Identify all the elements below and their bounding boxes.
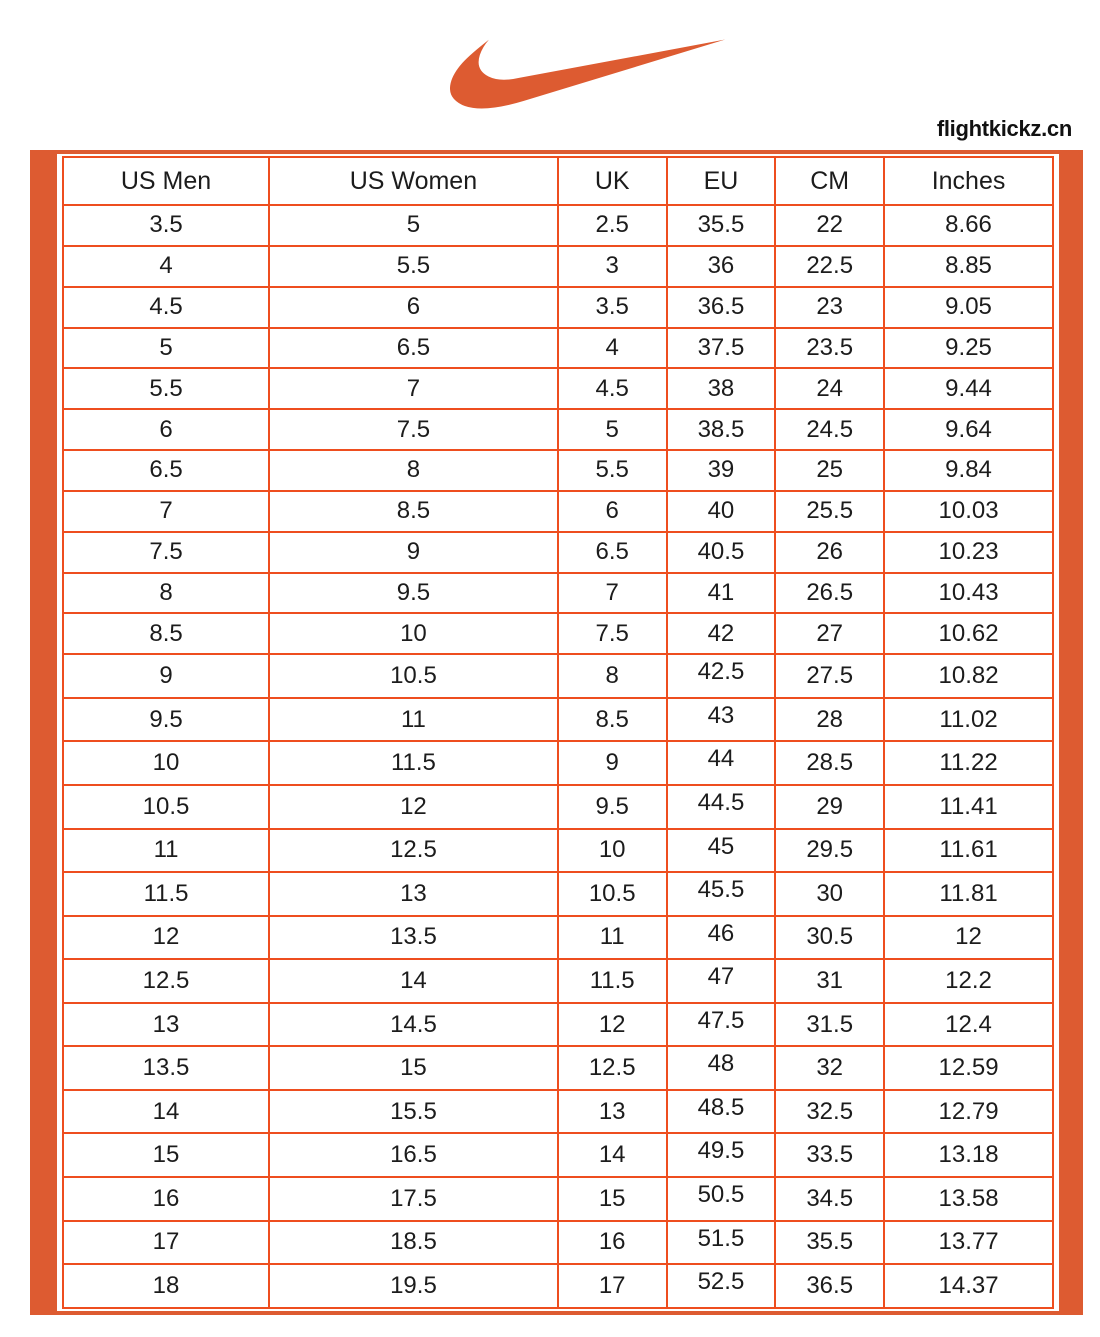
cell-inches: 11.61 <box>884 829 1053 873</box>
cell-cm: 32 <box>775 1046 884 1090</box>
table-row <box>63 1046 1053 1090</box>
cell-us-women: 19.5 <box>269 1264 558 1308</box>
cell-eu: 47 <box>667 959 776 1003</box>
left-accent-strip <box>34 154 57 1311</box>
table-row <box>63 785 1053 829</box>
size-table-body <box>63 205 1053 1308</box>
cell-us-women: 10 <box>269 613 558 654</box>
table-row <box>63 872 1053 916</box>
cell-eu: 50.5 <box>667 1177 776 1221</box>
cell-eu: 40 <box>667 491 776 532</box>
cell-eu: 37.5 <box>667 328 776 369</box>
column-header-uk: UK <box>558 157 667 205</box>
cell-us-men: 3.5 <box>63 205 269 246</box>
cell-us-men: 18 <box>63 1264 269 1308</box>
table-row <box>63 532 1053 573</box>
cell-us-men: 12 <box>63 916 269 960</box>
cell-uk: 11.5 <box>558 959 667 1003</box>
cell-cm: 22.5 <box>775 246 884 287</box>
cell-us-women: 10.5 <box>269 654 558 698</box>
cell-eu: 39 <box>667 450 776 491</box>
cell-inches: 8.85 <box>884 246 1053 287</box>
cell-uk: 4 <box>558 328 667 369</box>
cell-eu: 43 <box>667 698 776 742</box>
cell-eu: 51.5 <box>667 1221 776 1265</box>
cell-inches: 10.82 <box>884 654 1053 698</box>
table-row <box>63 1133 1053 1177</box>
cell-cm: 29 <box>775 785 884 829</box>
cell-eu: 45 <box>667 829 776 873</box>
cell-cm: 26.5 <box>775 573 884 614</box>
cell-uk: 7 <box>558 573 667 614</box>
cell-inches: 14.37 <box>884 1264 1053 1308</box>
cell-cm: 25 <box>775 450 884 491</box>
cell-us-women: 15 <box>269 1046 558 1090</box>
cell-us-men: 8 <box>63 573 269 614</box>
table-row <box>63 654 1053 698</box>
table-row <box>63 287 1053 328</box>
table-row <box>63 328 1053 369</box>
cell-inches: 10.62 <box>884 613 1053 654</box>
cell-us-women: 7.5 <box>269 409 558 450</box>
nike-swoosh-icon <box>450 28 727 120</box>
cell-cm: 27 <box>775 613 884 654</box>
cell-cm: 30.5 <box>775 916 884 960</box>
cell-cm: 33.5 <box>775 1133 884 1177</box>
table-row <box>63 1264 1053 1308</box>
cell-us-women: 11.5 <box>269 741 558 785</box>
cell-uk: 10.5 <box>558 872 667 916</box>
cell-us-men: 15 <box>63 1133 269 1177</box>
cell-cm: 31 <box>775 959 884 1003</box>
cell-inches: 10.43 <box>884 573 1053 614</box>
cell-uk: 16 <box>558 1221 667 1265</box>
cell-cm: 26 <box>775 532 884 573</box>
cell-cm: 24.5 <box>775 409 884 450</box>
table-row <box>63 1221 1053 1265</box>
nike-logo <box>450 28 727 120</box>
table-row <box>63 741 1053 785</box>
cell-inches: 10.03 <box>884 491 1053 532</box>
cell-us-women: 9.5 <box>269 573 558 614</box>
cell-uk: 14 <box>558 1133 667 1177</box>
cell-uk: 9.5 <box>558 785 667 829</box>
cell-us-men: 10 <box>63 741 269 785</box>
cell-us-women: 17.5 <box>269 1177 558 1221</box>
size-table-frame <box>30 150 1083 1315</box>
cell-inches: 13.18 <box>884 1133 1053 1177</box>
size-table-header <box>63 157 1053 205</box>
cell-inches: 13.77 <box>884 1221 1053 1265</box>
cell-us-men: 11.5 <box>63 872 269 916</box>
cell-uk: 17 <box>558 1264 667 1308</box>
cell-cm: 30 <box>775 872 884 916</box>
cell-cm: 27.5 <box>775 654 884 698</box>
cell-inches: 12.59 <box>884 1046 1053 1090</box>
cell-us-women: 6.5 <box>269 328 558 369</box>
header-row <box>63 157 1053 205</box>
cell-cm: 35.5 <box>775 1221 884 1265</box>
cell-eu: 48 <box>667 1046 776 1090</box>
cell-inches: 8.66 <box>884 205 1053 246</box>
cell-us-men: 17 <box>63 1221 269 1265</box>
cell-us-women: 5 <box>269 205 558 246</box>
cell-inches: 11.22 <box>884 741 1053 785</box>
cell-uk: 8 <box>558 654 667 698</box>
cell-eu: 42.5 <box>667 654 776 698</box>
cell-uk: 9 <box>558 741 667 785</box>
cell-cm: 29.5 <box>775 829 884 873</box>
cell-us-women: 7 <box>269 368 558 409</box>
cell-uk: 7.5 <box>558 613 667 654</box>
cell-inches: 11.81 <box>884 872 1053 916</box>
cell-eu: 48.5 <box>667 1090 776 1134</box>
cell-us-men: 4 <box>63 246 269 287</box>
table-row <box>63 959 1053 1003</box>
cell-inches: 9.64 <box>884 409 1053 450</box>
cell-us-women: 13 <box>269 872 558 916</box>
cell-uk: 8.5 <box>558 698 667 742</box>
cell-uk: 2.5 <box>558 205 667 246</box>
cell-us-men: 16 <box>63 1177 269 1221</box>
cell-uk: 4.5 <box>558 368 667 409</box>
cell-inches: 11.02 <box>884 698 1053 742</box>
cell-us-women: 18.5 <box>269 1221 558 1265</box>
cell-cm: 23 <box>775 287 884 328</box>
table-row <box>63 368 1053 409</box>
cell-cm: 25.5 <box>775 491 884 532</box>
table-row <box>63 573 1053 614</box>
column-header-cm: CM <box>775 157 884 205</box>
cell-us-men: 14 <box>63 1090 269 1134</box>
table-row <box>63 1177 1053 1221</box>
table-row <box>63 1090 1053 1134</box>
cell-us-men: 6 <box>63 409 269 450</box>
cell-eu: 38 <box>667 368 776 409</box>
cell-inches: 12.4 <box>884 1003 1053 1047</box>
cell-us-men: 4.5 <box>63 287 269 328</box>
cell-uk: 6.5 <box>558 532 667 573</box>
table-row <box>63 829 1053 873</box>
table-row <box>63 916 1053 960</box>
cell-eu: 46 <box>667 916 776 960</box>
cell-eu: 36.5 <box>667 287 776 328</box>
cell-uk: 3 <box>558 246 667 287</box>
cell-inches: 9.25 <box>884 328 1053 369</box>
cell-us-women: 13.5 <box>269 916 558 960</box>
cell-us-women: 8 <box>269 450 558 491</box>
watermark-text: flightkickz.cn <box>936 116 1072 141</box>
cell-eu: 52.5 <box>667 1264 776 1308</box>
cell-uk: 5.5 <box>558 450 667 491</box>
table-row <box>63 409 1053 450</box>
cell-uk: 3.5 <box>558 287 667 328</box>
cell-cm: 32.5 <box>775 1090 884 1134</box>
table-row <box>63 491 1053 532</box>
cell-inches: 11.41 <box>884 785 1053 829</box>
cell-cm: 28 <box>775 698 884 742</box>
cell-inches: 12.79 <box>884 1090 1053 1134</box>
cell-us-men: 5 <box>63 328 269 369</box>
cell-uk: 6 <box>558 491 667 532</box>
table-row <box>63 450 1053 491</box>
cell-cm: 23.5 <box>775 328 884 369</box>
cell-us-women: 5.5 <box>269 246 558 287</box>
cell-eu: 47.5 <box>667 1003 776 1047</box>
cell-eu: 44 <box>667 741 776 785</box>
cell-uk: 13 <box>558 1090 667 1134</box>
cell-eu: 41 <box>667 573 776 614</box>
cell-cm: 36.5 <box>775 1264 884 1308</box>
cell-us-men: 11 <box>63 829 269 873</box>
cell-inches: 9.84 <box>884 450 1053 491</box>
cell-us-men: 5.5 <box>63 368 269 409</box>
cell-us-women: 16.5 <box>269 1133 558 1177</box>
cell-inches: 10.23 <box>884 532 1053 573</box>
cell-us-men: 8.5 <box>63 613 269 654</box>
cell-eu: 36 <box>667 246 776 287</box>
cell-us-men: 9.5 <box>63 698 269 742</box>
cell-cm: 28.5 <box>775 741 884 785</box>
cell-us-women: 8.5 <box>269 491 558 532</box>
cell-eu: 38.5 <box>667 409 776 450</box>
column-header-inches: Inches <box>884 157 1053 205</box>
cell-cm: 24 <box>775 368 884 409</box>
cell-us-men: 13.5 <box>63 1046 269 1090</box>
cell-cm: 22 <box>775 205 884 246</box>
cell-us-men: 13 <box>63 1003 269 1047</box>
cell-us-men: 6.5 <box>63 450 269 491</box>
cell-us-men: 7.5 <box>63 532 269 573</box>
table-row <box>63 246 1053 287</box>
cell-us-women: 9 <box>269 532 558 573</box>
cell-uk: 15 <box>558 1177 667 1221</box>
cell-eu: 40.5 <box>667 532 776 573</box>
cell-us-men: 12.5 <box>63 959 269 1003</box>
cell-uk: 10 <box>558 829 667 873</box>
cell-inches: 12 <box>884 916 1053 960</box>
cell-us-men: 7 <box>63 491 269 532</box>
size-conversion-table <box>62 156 1054 1309</box>
cell-eu: 35.5 <box>667 205 776 246</box>
cell-eu: 44.5 <box>667 785 776 829</box>
cell-us-women: 14.5 <box>269 1003 558 1047</box>
cell-eu: 49.5 <box>667 1133 776 1177</box>
column-header-eu: EU <box>667 157 776 205</box>
cell-uk: 12 <box>558 1003 667 1047</box>
cell-uk: 12.5 <box>558 1046 667 1090</box>
cell-us-men: 9 <box>63 654 269 698</box>
cell-cm: 31.5 <box>775 1003 884 1047</box>
cell-inches: 9.05 <box>884 287 1053 328</box>
table-row <box>63 1003 1053 1047</box>
cell-us-women: 14 <box>269 959 558 1003</box>
table-row <box>63 205 1053 246</box>
cell-eu: 42 <box>667 613 776 654</box>
cell-cm: 34.5 <box>775 1177 884 1221</box>
column-header-us-women: US Women <box>269 157 558 205</box>
cell-us-men: 10.5 <box>63 785 269 829</box>
right-accent-strip <box>1059 154 1079 1311</box>
cell-inches: 12.2 <box>884 959 1053 1003</box>
cell-eu: 45.5 <box>667 872 776 916</box>
column-header-us-men: US Men <box>63 157 269 205</box>
cell-uk: 11 <box>558 916 667 960</box>
cell-inches: 13.58 <box>884 1177 1053 1221</box>
cell-us-women: 11 <box>269 698 558 742</box>
table-row <box>63 613 1053 654</box>
cell-us-women: 12 <box>269 785 558 829</box>
cell-us-women: 12.5 <box>269 829 558 873</box>
cell-inches: 9.44 <box>884 368 1053 409</box>
cell-us-women: 15.5 <box>269 1090 558 1134</box>
cell-us-women: 6 <box>269 287 558 328</box>
cell-uk: 5 <box>558 409 667 450</box>
table-row <box>63 698 1053 742</box>
